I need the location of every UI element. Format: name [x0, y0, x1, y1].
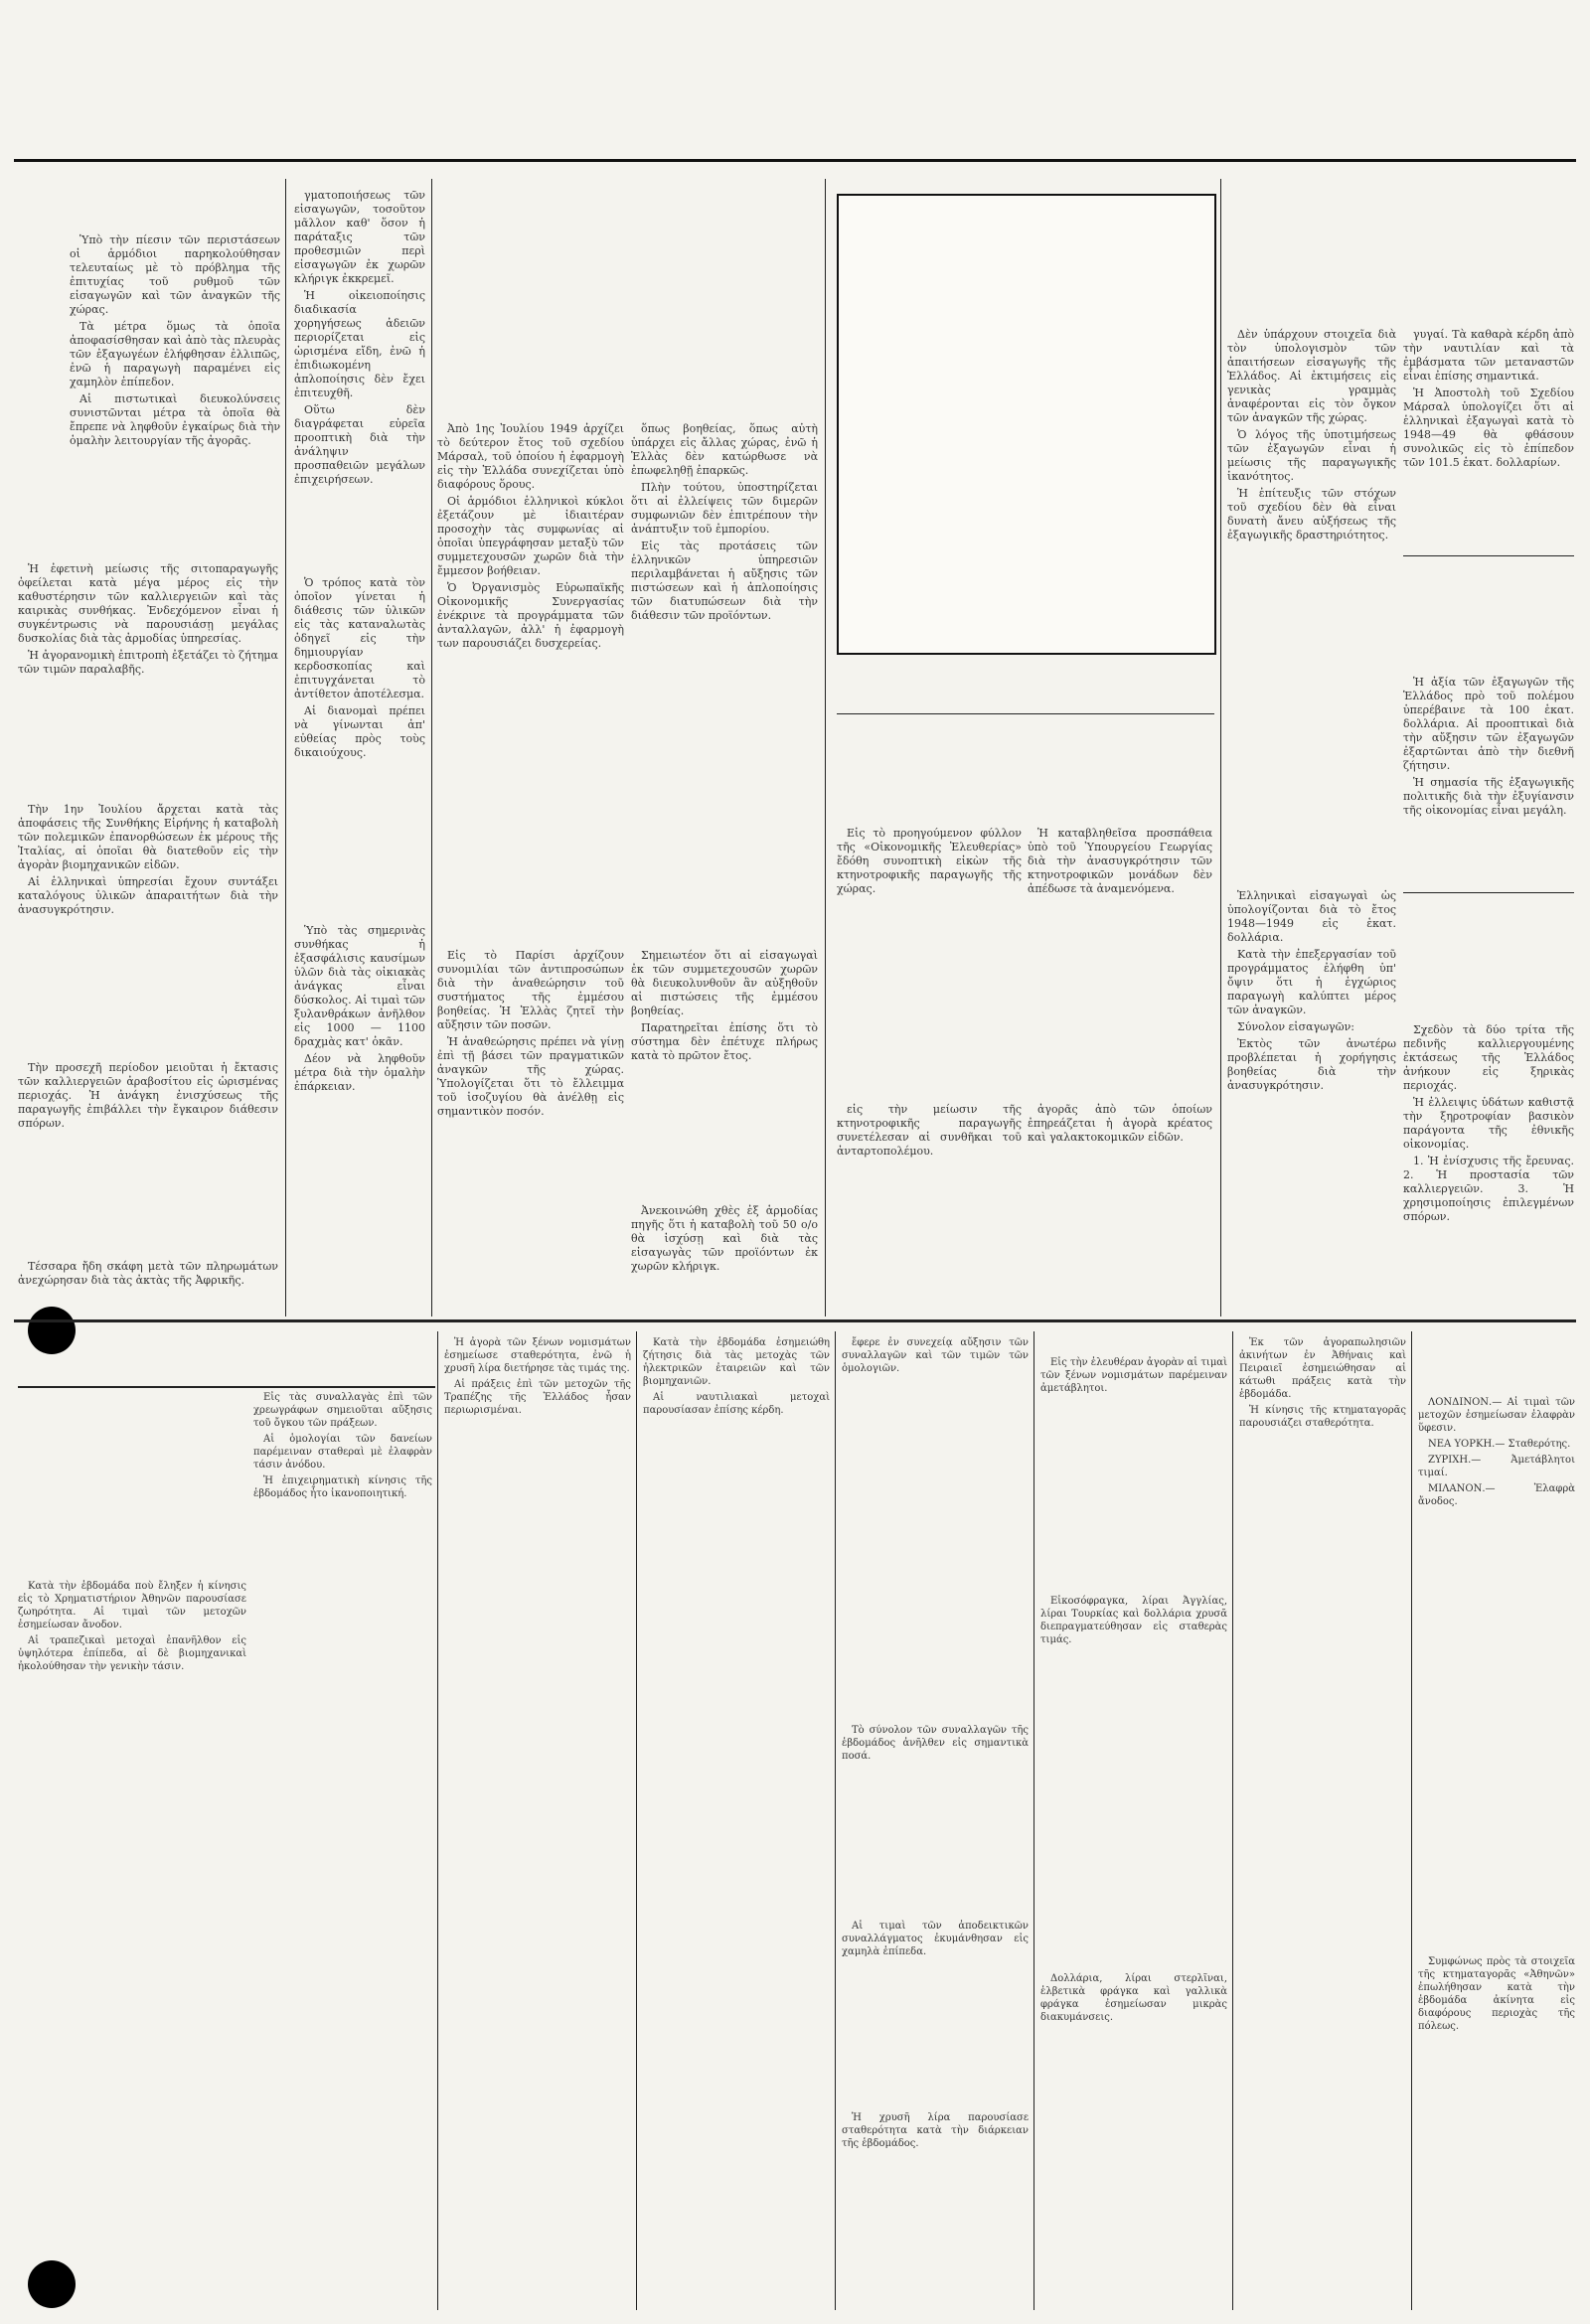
market-subtitle [18, 1386, 435, 1388]
right-body3: Ἡ ἀξία τῶν ἐξαγωγῶν τῆς Ἑλλάδος πρὸ τοῦ πολέμου ὑπερέβαινε τὰ 100 ἑκατ. δολλάρια. Αἱ προοπτικαὶ διὰ τὴν αὔξησιν τῶν ἐξαγωγῶν ἐξαρτῶνται ἀπὸ τὴν διεθνῆ ζήτησιν. Ἡ σημασία τῆς ἐξαγωγικῆς πολιτικῆς διὰ τὴν ἐξυγίανσιν τῆς οἰκονομίας εἶναι μεγάλη. [1403, 676, 1574, 817]
center-headline-box [437, 214, 820, 353]
col1-body5: Τέσσαρα ἤδη σκάφη μετὰ τῶν πληρωμάτων ἀνεχώρησαν διὰ τὰς ἀκτὰς τῆς Ἀφρικῆς. [18, 1260, 278, 1287]
market-col5b: Τὸ σύνολον τῶν συναλλαγῶν τῆς ἑβδομάδος ἀνῆλθεν εἰς σημαντικὰ ποσά. [842, 1725, 1029, 1762]
right-body4: Ἑλληνικαὶ εἰσαγωγαὶ ὡς ὑπολογίζονται διὰ τὸ ἔτος 1948—1949 εἰς ἑκατ. δολλάρια. Κατὰ τὴν ἐπεξεργασίαν τοῦ προγράμματος ἐλήφθη ὑπ' ὄψιν ὅτι ἡ ἐγχώριος παραγωγὴ καλύπτει μέρος τῶν ἀναγκῶν. Σύνολον εἰσαγωγῶν: Ἐκτὸς τῶν ἀνωτέρω προβλέπεται ἡ χορήγησις βοηθείας διὰ τὴν ἀνασυγκρότησιν. [1227, 889, 1396, 1092]
market-col8a: ΛΟΝΔΙΝΟΝ.— Αἱ τιμαὶ τῶν μετοχῶν ἐσημείωσαν ἐλαφρὰν ὕφεσιν. ΝΕΑ ΥΟΡΚΗ.— Σταθερότης. ΖΥΡΙΧΗ.— Ἀμετάβλητοι τιμαί. ΜΙΛΑΝΟΝ.— Ἐλαφρὰ ἄνοδος. [1418, 1397, 1575, 1507]
center-body2-left: Εἰς τὸ Παρίσι ἀρχίζουν συνομιλίαι τῶν ἀντιπροσώπων διὰ τὴν ἀναθεώρησιν τοῦ συστήματος τῆς ἐμμέσου βοηθείας. Ἡ Ἑλλὰς ζητεῖ τὴν αὔξησιν τῶν ποσῶν. Ἡ ἀναθεώρησις πρέπει νὰ γίνῃ ἐπὶ τῇ βάσει τῶν πραγματικῶν ἀναγκῶν τῆς χώρας. Ὑπολογίζεται ὅτι τὸ ἔλλειμμα τοῦ ἰσοζυγίου θὰ ἀνέλθῃ εἰς σημαντικὸν ποσόν. [437, 949, 624, 1118]
market-col7: Ἐκ τῶν ἀγοραπωλησιῶν ἀκινήτων ἐν Ἀθήναις καὶ Πειραιεῖ ἐσημειώθησαν αἱ κάτωθι πράξεις κατὰ τὴν ἑβδομάδα. Ἡ κίνησις τῆς κτηματαγορᾶς παρουσιάζει σταθερότητα. [1239, 1337, 1406, 1429]
livestock-body2: Ἡ καταβληθεῖσα προσπάθεια ὑπὸ τοῦ Ὑπουργείου Γεωργίας διὰ τὴν ἀνασυγκρότησιν τῶν κτηνοτροφικῶν μονάδων δὲν ἀπέδωσε τὰ ἀναμενόμενα. [1028, 827, 1212, 895]
center-body-left: Ἀπὸ 1ης Ἰουλίου 1949 ἀρχίζει τὸ δεύτερον ἔτος τοῦ σχεδίου Μάρσαλ, τοῦ ὁποίου ἡ ἐφαρμογὴ εἰς τὴν Ἑλλάδα συνεχίζεται ὑπὸ διαφόρους ὅρους. Οἱ ἁρμόδιοι ἑλληνικοὶ κύκλοι ἐξετάζουν μὲ ἰδιαιτέραν προσοχὴν τὰς συμφωνίας αἱ ὁποῖαι ὑπεγράφησαν μεταξὺ τῶν συμμετεχουσῶν χωρῶν διὰ τὴν ἔμμεσον βοήθειαν. Ὁ Ὀργανισμὸς Εὐρωπαϊκῆς Οἰκονομικῆς Συνεργασίας ἐνέκρινε τὰ προγράμματα τῶν ἀνταλλαγῶν, ἀλλ' ἡ ἐφαρμογὴ των παρουσιάζει δυσχερείας. [437, 422, 624, 650]
market-col8b: Συμφώνως πρὸς τὰ στοιχεῖα τῆς κτηματαγορᾶς «Ἀθηνῶν» ἐπωλήθησαν κατὰ τὴν ἑβδομάδα ἀκίνητα εἰς διαφόρους περιοχὰς τῆς πόλεως. [1418, 1956, 1575, 2032]
right-body2: γυγαί. Τὰ καθαρὰ κέρδη ἀπὸ τὴν ναυτιλίαν καὶ τὰ ἐμβάσματα τῶν μεταναστῶν εἶναι ἐπίσης σημαντικά. Ἡ Ἀποστολὴ τοῦ Σχεδίου Μάρσαλ ὑπολογίζει ὅτι αἱ ἑλληνικαὶ ἐξαγωγαὶ κατὰ τὸ 1948—49 θὰ φθάσουν συνολικῶς εἰς τὸ ἐπίπεδον τῶν 101.5 ἑκατ. δολλαρίων. [1403, 328, 1574, 469]
right-second-headline-box [1403, 899, 1574, 1018]
market-col3: Ἡ ἀγορὰ τῶν ξένων νομισμάτων ἐσημείωσε σταθερότητα, ἐνῶ ἡ χρυσῆ λίρα διετήρησε τὰς τιμάς της. Αἱ πράξεις ἐπὶ τῶν μετοχῶν τῆς Τραπέζης τῆς Ἑλλάδος ἦσαν περιωρισμέναι. [444, 1337, 631, 1416]
col1-body3: Τὴν 1ην Ἰουλίου ἄρχεται κατὰ τὰς ἀποφάσεις τῆς Συνθήκης Εἰρήνης ἡ καταβολὴ τῶν πολεμικῶν ἐπανορθώσεων ἐκ μέρους τῆς Ἰταλίας, αἱ ὁποῖαι θὰ διατεθοῦν εἰς τὴν ἀγορὰν βιομηχανικῶν εἰδῶν. Αἱ ἑλληνικαὶ ὑπηρεσίαι ἔχουν συντάξει καταλόγους ὑλικῶν ἀπαραιτήτων διὰ τὴν ἀνασυγκρότησιν. [18, 803, 278, 916]
livestock-body1: Εἰς τὸ προηγούμενον φύλλον τῆς «Οἰκονομικῆς Ἐλευθερίας» ἔδόθη συνοπτικὴ εἰκὼν τῆς κτηνοτροφικῆς παραγωγῆς τῆς χώρας. [837, 827, 1022, 895]
right-total-row [1403, 555, 1574, 556]
market-col6c: Δολλάρια, λίραι στερλῖναι, ἑλβετικὰ φράγκα καὶ γαλλικὰ φράγκα ἐσημείωσαν μικρὰς διακυμάνσεις. [1040, 1973, 1227, 2023]
market-col5c: Αἱ τιμαὶ τῶν ἀποδεικτικῶν συναλλάγματος ἐκυμάνθησαν εἰς χαμηλὰ ἐπίπεδα. [842, 1921, 1029, 1957]
market-col6a: Εἰς τὴν ἐλευθέραν ἀγορὰν αἱ τιμαὶ τῶν ξένων νομισμάτων παρέμειναν ἀμετάβλητοι. [1040, 1357, 1227, 1394]
market-col5d: Ἡ χρυσῆ λίρα παρουσίασε σταθερότητα κατὰ τὴν διάρκειαν τῆς ἑβδομάδος. [842, 2112, 1029, 2149]
livestock-headline-box [837, 720, 1214, 800]
market-col6b: Εἰκοσόφραγκα, λίραι Ἀγγλίας, λίραι Τουρκίας καὶ δολλάρια χρυσᾶ διεπραγματεύθησαν εἰς σταθερὰς τιμάς. [1040, 1596, 1227, 1645]
col1-body2: Ἡ ἐφετινὴ μείωσις τῆς σιτοπαραγωγῆς ὀφείλεται κατὰ μέγα μέρος εἰς τὴν καθυστέρησιν τῶν καλλιεργειῶν καὶ τὰς καιρικὰς συνθήκας. Ἐνδεχόμενον εἶναι ἡ συγκέντρωσις νὰ παρουσιάσῃ μεγάλας δυσκολίας διὰ τὰς ἀρμοδίας ὑπηρεσίας. Ἡ ἀγορανομικὴ ἐπιτροπὴ ἐξετάζει τὸ ζήτημα τῶν τιμῶν παραλαβῆς. [18, 562, 278, 676]
right-body5: Σχεδὸν τὰ δύο τρίτα τῆς πεδινῆς καλλιεργουμένης ἐκτάσεως τῆς Ἑλλάδος ἀνήκουν εἰς ξηρικὰς περιοχάς. Ἡ ἐλλειψις ὑδάτων καθιστᾷ τὴν ξηροτροφίαν βασικὸν παράγοντα τῆς ἐθνικῆς οἰκονομίας. 1. Ἡ ἐνίσχυσις τῆς ἔρευνας. 2. Ἡ προστασία τῶν καλλιεργειῶν. 3. Ἡ χρησιμοποίησις ἐπιλεγμένων σπόρων. [1403, 1023, 1574, 1223]
market-body2: Εἰς τὰς συναλλαγὰς ἐπὶ τῶν χρεωγράφων σημειοῦται αὔξησις τοῦ ὄγκου τῶν πράξεων. Αἱ ὁμολογίαι τῶν δανείων παρέμειναν σταθεραὶ μὲ ἐλαφρὰν τάσιν ἀνόδου. Ἡ ἐπιχειρηματικὴ κίνησις τῆς ἑβδομάδος ἦτο ἱκανοποιητική. [253, 1392, 432, 1499]
center-body-right: ὅπως βοηθείας, ὅπως αὐτὴ ὑπάρχει εἰς ἄλλας χώρας, ἐνῶ ἡ Ἑλλὰς δὲν κατώρθωσε νὰ ἐπωφεληθῇ ἐπαρκῶς. Πλὴν τούτου, ὑποστηρίζεται ὅτι αἱ ἐλλείψεις τῶν διμερῶν συμφωνιῶν δὲν ἐπιτρέπουν τὴν ἀνάπτυξιν τοῦ ἐμπορίου. Εἰς τὰς προτάσεις τῶν ἑλληνικῶν ὑπηρεσιῶν περιλαμβάνεται ἡ αὔξησις τῶν πιστώσεων καὶ ἡ ἀπλοποίησις τῶν διατυπώσεων διὰ τὴν διάθεσιν τῶν προϊόντων. [631, 422, 818, 622]
center-body2-right: Σημειωτέον ὅτι αἱ εἰσαγωγαὶ ἐκ τῶν συμμετεχουσῶν χωρῶν θὰ διευκολυνθοῦν ἂν αὐξηθοῦν αἱ πιστώσεις τῆς ἐμμέσου βοηθείας. Παρατηρεῖται ἐπίσης ὅτι τὸ σύστημα δὲν ἐπέτυχε πλήρως κατὰ τὸ πρῶτον ἔτος. [631, 949, 818, 1062]
col1-body4: Τὴν προσεχῆ περίοδον μειοῦται ἡ ἔκτασις τῶν καλλιεργειῶν ἀραβοσίτου εἰς ὡρισμένας περιοχάς. Ἡ ἀνάγκη ἐνισχύσεως τῆς παραγωγῆς ἐπιβάλλει τὴν ἔγκαιρον διάθεσιν σπόρων. [18, 1061, 278, 1130]
col2-body3: Ὑπὸ τὰς σημερινὰς συνθήκας ἡ ἐξασφάλισις καυσίμων ὑλῶν διὰ τὰς οἰκιακὰς ἀνάγκας εἶναι δύσκολος. Αἱ τιμαὶ τῶν ξυλανθράκων ἀνῆλθον εἰς 1000 — 1100 δραχμὰς κατ' ὀκᾶν. Δέον νὰ ληφθοῦν μέτρα διὰ τὴν ὁμαλὴν ἐπάρκειαν. [294, 924, 425, 1093]
market-col5a: ἔφερε ἐν συνεχείᾳ αὔξησιν τῶν συναλλαγῶν καὶ τῶν τιμῶν τῶν ὁμολογιῶν. [842, 1337, 1029, 1374]
livestock-body4: ἀγορᾶς ἀπὸ τῶν ὁποίων ἐπηρεάζεται ἡ ἀγορὰ κρέατος καὶ γαλακτοκομικῶν εἰδῶν. [1028, 1103, 1212, 1144]
chart-caption [837, 661, 1212, 705]
stock-chart [837, 194, 1216, 655]
masthead-subline [14, 137, 1576, 162]
col2-body2: Ὁ τρόπος κατὰ τὸν ὁποῖον γίνεται ἡ διάθεσις τῶν ὑλικῶν εἰς τὰς καταναλωτὰς ὁδηγεῖ εἰς τὴν δημιουργίαν κερδοσκοπίας καὶ ἐπιτυγχάνεται τὸ ἀντίθετον ἀποτέλεσμα. Αἱ διανομαὶ πρέπει νὰ γίνωνται ἀπ' εὐθείας πρὸς τοὺς δικαιούχους. [294, 576, 425, 759]
market-body1: Κατὰ τὴν ἑβδομάδα ποὺ ἔληξεν ἡ κίνησις εἰς τὸ Χρηματιστήριον Ἀθηνῶν παρουσίασε ζωηρότητα. Αἱ τιμαὶ τῶν μετοχῶν ἐσημείωσαν ἄνοδον. Αἱ τραπεζικαὶ μετοχαὶ ἐπανῆλθον εἰς ὑψηλότερα ἐπίπεδα, αἱ δὲ βιομηχανικαὶ ἠκολούθησαν τὴν γενικὴν τάσιν. [18, 1581, 246, 1672]
center-second-headline-box [437, 830, 820, 939]
right-body1: Δὲν ὑπάρχουν στοιχεῖα διὰ τὸν ὑπολογισμὸν τῶν ἀπαιτήσεων εἰσαγωγῆς τῆς Ἑλλάδος. Αἱ ἐκτιμήσεις εἰς γενικὰς γραμμὰς ἀναφέρονται εἰς τὸν ὄγκον τῶν ἀναγκῶν τῆς χώρας. Ὁ λόγος τῆς ὑποτιμήσεως τῶν ἐξαγωγῶν εἶναι ἡ μείωσις τῆς παραγωγικῆς ἱκανότητος. Ἡ ἐπίτευξις τῶν στόχων τοῦ σχεδίου δὲν θὰ εἶναι δυνατὴ ἄνευ αὐξήσεως τῆς ἐξαγωγικῆς δραστηριότητος. [1227, 328, 1396, 542]
col2-body1: γματοποιήσεως τῶν εἰσαγωγῶν, τοσοῦτον μᾶλλον καθ' ὅσον ἡ παράταξις τῶν προθεσμιῶν περὶ εἰσαγωγῶν ἐκ χωρῶν κλήριγκ ἐκκρεμεῖ. Ἡ οἰκειοποίησις διαδικασία χορηγήσεως ἀδειῶν περιορίζεται εἰς ὡρισμένα εἴδη, ἐνῶ ἡ ἐπιδιωκομένη ἀπλοποίησις δὲν ἔχει ἐπιτευχθῆ. Οὕτω δὲν διαγράφεται εὐρεῖα προοπτικὴ διὰ τὴν ἀνάληψιν προσπαθειῶν μεγάλων ἐπιχειρήσεων. [294, 189, 425, 486]
right-export-list [1403, 551, 1574, 556]
center-body3: Ἀνεκοινώθη χθὲς ἐξ ἁρμοδίας πηγῆς ὅτι ἡ καταβολὴ τοῦ 50 ο/ο θὰ ἰσχύσῃ καὶ διὰ τὰς εἰσαγωγὰς τῶν προϊόντων ἐκ χωρῶν κλήριγκ. [631, 1204, 818, 1273]
market-col4: Κατὰ τὴν ἑβδομάδα ἐσημειώθη ζήτησις διὰ τὰς μετοχὰς τῶν ἡλεκτρικῶν ἐταιρειῶν καὶ τῶν βιομηχανιῶν. Αἱ ναυτιλιακαὶ μετοχαὶ παρουσίασαν ἐπίσης κέρδη. [643, 1337, 830, 1416]
stock-chart-svg [839, 196, 1214, 653]
col1-body: Ὑπὸ τὴν πίεσιν τῶν περιστάσεων οἱ ἁρμόδιοι παρηκολούθησαν τελευταίως μὲ τὸ πρόβλημα τῆς ἐπιτυχίας τοῦ ρυθμοῦ τῶν εἰσαγωγῶν καὶ τῶν ἀναγκῶν τῆς χώρας. Τὰ μέτρα ὅμως τὰ ὁποῖα ἀποφασίσθησαν καὶ ἀπὸ τὰς πλευρὰς τῶν ἐξαγωγέων ἐλήφθησαν ἐλλιπῶς, ἐνῶ ἡ παραγωγὴ παραμένει εἰς χαμηλὸν ἐπίπεδον. Αἱ πιστωτικαὶ διευκολύνσεις συνιστῶνται μέτρα τὰ ὁποῖα θὰ ἔπρεπε νὰ ληφθοῦν ἐγκαίρως διὰ τὴν ὁμαλὴν λειτουργίαν τῆς ἀγορᾶς. [70, 233, 280, 447]
right-headline-box [1227, 221, 1575, 320]
livestock-body3: εἰς τὴν μείωσιν τῆς κτηνοτροφικῆς παραγωγῆς συνετέλεσαν αἱ συνθῆκαι τοῦ ἀνταρτοπολέμου. [837, 1103, 1022, 1158]
center-third-headline-box [636, 1148, 820, 1197]
